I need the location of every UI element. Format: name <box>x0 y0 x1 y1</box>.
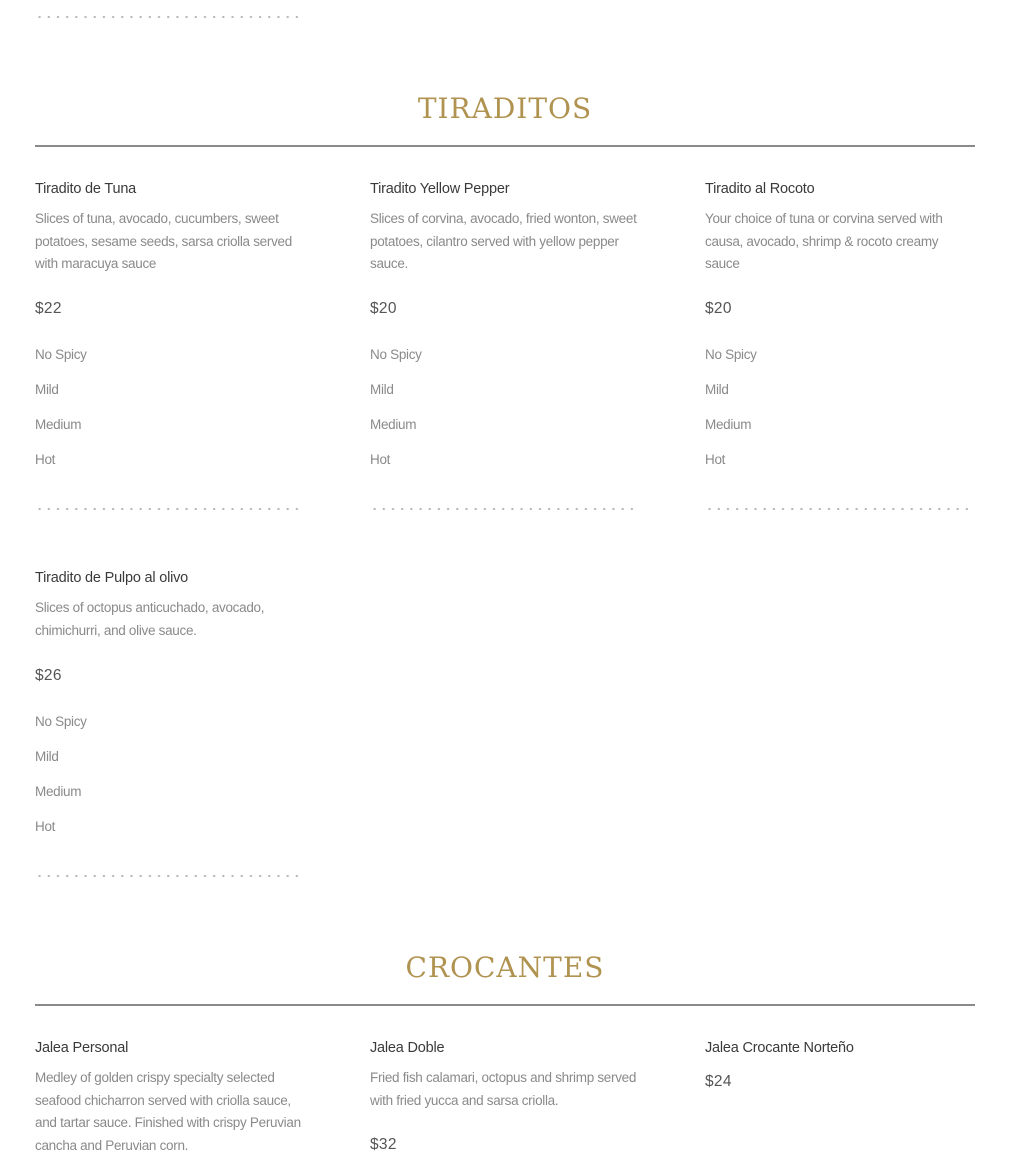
item-description: Your choice of tuna or corvina served with causa, avocado, shrimp & rocoto creamy sauce <box>705 211 943 271</box>
item-separator <box>705 507 973 511</box>
spice-option-mild[interactable]: Mild <box>705 382 729 397</box>
item-price: $22 <box>35 300 62 317</box>
spice-option-medium[interactable]: Medium <box>35 784 82 799</box>
section-divider <box>35 1004 975 1006</box>
item-name: Jalea Personal <box>35 1040 129 1056</box>
spice-option-no-spicy[interactable]: No Spicy <box>705 347 757 362</box>
section-title-crocantes: CROCANTES <box>405 951 605 984</box>
item-separator <box>35 874 303 878</box>
item-name: Jalea Crocante Norteño <box>705 1040 854 1056</box>
spice-option-no-spicy[interactable]: No Spicy <box>35 347 87 362</box>
item-price: $20 <box>370 300 397 317</box>
spice-option-hot[interactable]: Hot <box>35 819 56 834</box>
item-name: Tiradito de Tuna <box>35 181 137 197</box>
item-price: $24 <box>705 1073 732 1090</box>
item-description: Slices of corvina, avocado, fried wonton, sweet potatoes, cilantro served with yellow pepper sauce. <box>370 211 637 271</box>
section-title-tiraditos: TIRADITOS <box>417 92 593 125</box>
item-price: $20 <box>705 300 732 317</box>
spice-option-no-spicy[interactable]: No Spicy <box>35 714 87 729</box>
spice-option-medium[interactable]: Medium <box>370 417 417 432</box>
spice-option-medium[interactable]: Medium <box>35 417 82 432</box>
item-separator <box>370 507 638 511</box>
item-description: Slices of octopus anticuchado, avocado, chimichurri, and olive sauce. <box>35 600 265 638</box>
spice-option-no-spicy[interactable]: No Spicy <box>370 347 422 362</box>
item-name: Jalea Doble <box>370 1040 445 1056</box>
item-description: Slices of tuna, avocado, cucumbers, sweet potatoes, sesame seeds, sarsa criolla served with maracuya sauce <box>35 211 292 271</box>
spice-option-medium[interactable]: Medium <box>705 417 752 432</box>
spice-option-mild[interactable]: Mild <box>35 382 59 397</box>
item-price: $32 <box>370 1136 397 1153</box>
item-name: Tiradito de Pulpo al olivo <box>35 570 189 586</box>
item-description: Fried fish calamari, octopus and shrimp served with fried yucca and sarsa criolla. <box>370 1070 637 1108</box>
section-divider <box>35 145 975 147</box>
item-separator <box>35 15 303 19</box>
spice-option-hot[interactable]: Hot <box>35 452 56 467</box>
item-name: Tiradito Yellow Pepper <box>370 181 510 197</box>
spice-option-hot[interactable]: Hot <box>705 452 726 467</box>
spice-option-mild[interactable]: Mild <box>35 749 59 764</box>
item-name: Tiradito al Rocoto <box>705 181 815 197</box>
spice-option-mild[interactable]: Mild <box>370 382 394 397</box>
item-description: Medley of golden crispy specialty selected seafood chicharron served with criolla sauce, and tartar sauce. Finished with crispy Peruvian cancha and Peruvian corn. <box>35 1070 301 1153</box>
item-separator <box>35 507 303 511</box>
spice-option-hot[interactable]: Hot <box>370 452 391 467</box>
item-price: $26 <box>35 667 62 684</box>
